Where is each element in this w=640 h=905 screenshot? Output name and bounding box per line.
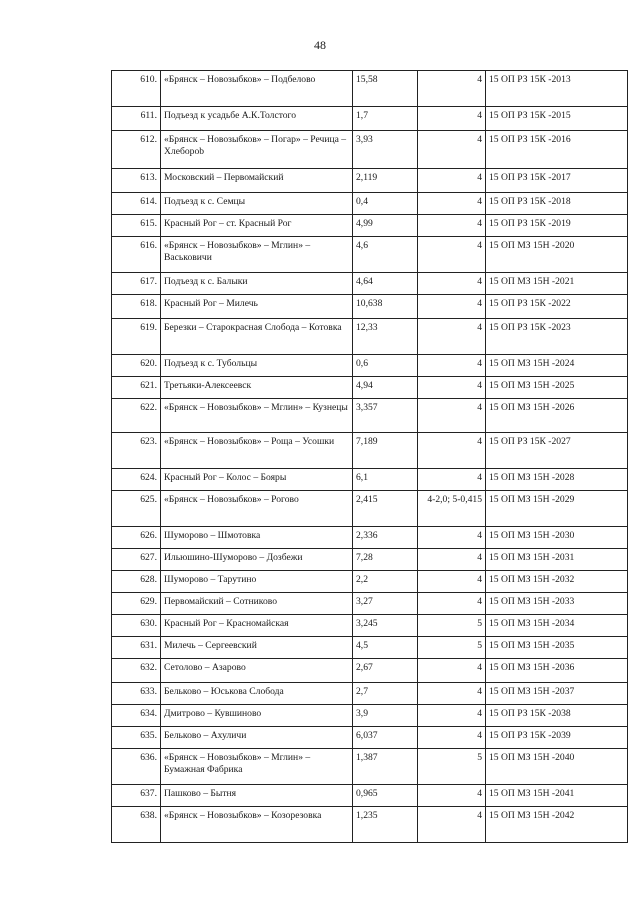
table-row [112,727,628,749]
road-length: 2,2 [353,571,418,593]
road-name [161,433,353,469]
road-name-text: Первомайский – Сотниково [164,596,278,607]
road-length: 2,336 [353,527,418,549]
road-length: 12,33 [353,319,418,355]
road-name [161,491,353,527]
row-number: 610. [112,71,161,107]
road-name [161,527,353,549]
road-name [161,615,353,637]
road-name [161,683,353,705]
table-row [112,527,628,549]
road-length: 3,27 [353,593,418,615]
road-name-text: Шуморово – Шмотовка [164,530,261,541]
road-code: 15 ОП МЗ 15Н -2021 [486,273,628,295]
row-number: 633. [112,683,161,705]
road-code: 15 ОП РЗ 15К -2039 [486,727,628,749]
road-name [161,193,353,215]
row-number: 611. [112,107,161,131]
road-name [161,169,353,193]
road-name [161,749,353,785]
row-number: 618. [112,295,161,319]
road-code: 15 ОП РЗ 15К -2022 [486,295,628,319]
road-code: 15 ОП МЗ 15Н -2042 [486,807,628,843]
table-row [112,71,628,107]
road-name-text: Красный Рог – Милечь [164,298,258,309]
road-name-text: Шуморово – Тарутино [164,574,257,585]
road-category: 4 [418,593,486,615]
road-length: 10,638 [353,295,418,319]
road-name [161,71,353,107]
road-name-text: Подъезд к с. Балыки [164,276,248,287]
row-number: 612. [112,131,161,169]
table-row [112,785,628,807]
road-length: 3,9 [353,705,418,727]
road-name [161,705,353,727]
road-code: 15 ОП МЗ 15Н -2036 [486,659,628,683]
road-name [161,807,353,843]
road-category: 4 [418,377,486,399]
road-name [161,319,353,355]
row-number: 628. [112,571,161,593]
road-name-text: «Брянск – Новозыбков» – Роща – Усошки [164,436,335,447]
road-code: 15 ОП МЗ 15Н -2034 [486,615,628,637]
road-name [161,237,353,273]
row-number: 637. [112,785,161,807]
road-category: 4 [418,785,486,807]
road-name-text: Московский – Первомайский [164,172,284,183]
road-code: 15 ОП МЗ 15Н -2033 [486,593,628,615]
road-category: 4 [418,527,486,549]
road-length: 1,235 [353,807,418,843]
row-number: 635. [112,727,161,749]
road-category: 4 [418,549,486,571]
row-number: 619. [112,319,161,355]
road-code: 15 ОП МЗ 15Н -2020 [486,237,628,273]
road-length: 1,7 [353,107,418,131]
row-number: 616. [112,237,161,273]
row-number: 621. [112,377,161,399]
road-name-text: Красный Рог – Красномайская [164,618,289,629]
table-row [112,807,628,843]
road-category: 4 [418,571,486,593]
road-length: 4,64 [353,273,418,295]
road-name-text: Подъезд к с. Семцы [164,196,246,207]
road-length: 6,1 [353,469,418,491]
road-length: 2,415 [353,491,418,527]
roads-table-body [112,71,628,843]
table-row [112,237,628,273]
road-name-text: Подъезд к усадьбе А.К.Толстого [164,110,297,121]
road-category: 4 [418,683,486,705]
road-code: 15 ОП МЗ 15Н -2040 [486,749,628,785]
table-row [112,399,628,433]
road-name [161,355,353,377]
table-row [112,215,628,237]
road-code: 15 ОП МЗ 15Н -2026 [486,399,628,433]
road-name [161,727,353,749]
road-category: 4 [418,295,486,319]
road-category: 4 [418,71,486,107]
road-length: 3,93 [353,131,418,169]
roads-table [111,70,628,843]
road-name [161,107,353,131]
road-code: 15 ОП РЗ 15К -2018 [486,193,628,215]
road-code: 15 ОП МЗ 15Н -2035 [486,637,628,659]
road-code: 15 ОП РЗ 15К -2013 [486,71,628,107]
road-category: 4 [418,469,486,491]
table-row [112,355,628,377]
road-length: 7,189 [353,433,418,469]
road-category: 5 [418,749,486,785]
road-name [161,295,353,319]
road-length: 6,037 [353,727,418,749]
row-number: 620. [112,355,161,377]
row-number: 613. [112,169,161,193]
road-name-text: «Брянск – Новозыбков» – Мглин» – Васьковичи [164,240,311,263]
road-name-text: Милечь – Сергеевский [164,640,257,651]
road-name-text: Сетолово – Азарово [164,662,246,673]
road-name-text: «Брянск – Новозыбков» – Подбелово [164,74,316,85]
road-name-text: «Брянск – Новозыбков» – Мглин» – Кузнецы [164,402,348,413]
road-category: 4 [418,433,486,469]
road-code: 15 ОП РЗ 15К -2038 [486,705,628,727]
road-name-text: Красный Рог – ст. Красный Рог [164,218,292,229]
road-code: 15 ОП РЗ 15К -2017 [486,169,628,193]
road-length: 3,245 [353,615,418,637]
road-code: 15 ОП РЗ 15К -2019 [486,215,628,237]
road-category: 4 [418,237,486,273]
road-name-text: «Брянск – Новозыбков» – Козорезовка [164,810,322,821]
road-name-text: Дмитрово – Кувшиново [164,708,262,719]
row-number: 615. [112,215,161,237]
table-row [112,107,628,131]
road-name [161,377,353,399]
row-number: 627. [112,549,161,571]
road-category: 4 [418,659,486,683]
road-code: 15 ОП МЗ 15Н -2028 [486,469,628,491]
table-row [112,433,628,469]
road-name [161,399,353,433]
road-category: 4 [418,215,486,237]
road-name-text: Третьяки-Алексеевск [164,380,252,391]
road-category: 4 [418,807,486,843]
road-name-text: «Брянск – Новозыбков» – Мглин» – Бумажная Фабрика [164,752,311,775]
row-number: 630. [112,615,161,637]
table-row [112,637,628,659]
road-category: 4 [418,107,486,131]
road-category: 4 [418,355,486,377]
row-number: 624. [112,469,161,491]
road-category: 4 [418,727,486,749]
road-name [161,549,353,571]
road-code: 15 ОП МЗ 15Н -2032 [486,571,628,593]
table-row [112,295,628,319]
road-length: 0,6 [353,355,418,377]
road-code: 15 ОП МЗ 15Н -2025 [486,377,628,399]
road-length: 2,67 [353,659,418,683]
road-name [161,469,353,491]
road-category: 4-2,0; 5-0,415 [418,491,486,527]
table-row [112,571,628,593]
road-name [161,637,353,659]
table-row [112,273,628,295]
road-category: 4 [418,705,486,727]
road-code: 15 ОП РЗ 15К -2027 [486,433,628,469]
road-length: 4,94 [353,377,418,399]
road-category: 4 [418,273,486,295]
road-code: 15 ОП РЗ 15К -2015 [486,107,628,131]
row-number: 614. [112,193,161,215]
table-row [112,593,628,615]
road-length: 7,28 [353,549,418,571]
road-code: 15 ОП РЗ 15К -2023 [486,319,628,355]
road-length: 15,58 [353,71,418,107]
page-number: 48 [314,38,326,52]
road-code: 15 ОП МЗ 15Н -2030 [486,527,628,549]
road-name [161,571,353,593]
table-row [112,683,628,705]
road-name-text: Пашково – Бытня [164,788,237,799]
row-number: 632. [112,659,161,683]
road-name [161,215,353,237]
table-row [112,491,628,527]
table-row [112,319,628,355]
road-name-text: Ильюшино-Шуморово – Дозбежи [164,552,303,563]
row-number: 617. [112,273,161,295]
road-code: 15 ОП МЗ 15Н -2041 [486,785,628,807]
road-length: 2,7 [353,683,418,705]
road-name [161,659,353,683]
road-length: 3,357 [353,399,418,433]
row-number: 623. [112,433,161,469]
road-category: 4 [418,131,486,169]
road-name-text: «Брянск – Новозыбков» – Погар» – Речица – Хлеборob [164,134,347,157]
row-number: 634. [112,705,161,727]
table-row [112,193,628,215]
road-name-text: Красный Рог – Колос – Бояры [164,472,287,483]
road-length: 0,965 [353,785,418,807]
row-number: 622. [112,399,161,433]
road-name [161,131,353,169]
row-number: 638. [112,807,161,843]
road-name [161,273,353,295]
road-length: 0,4 [353,193,418,215]
road-name-text: Подъезд к с. Тубольцы [164,358,258,369]
table-row [112,469,628,491]
table-row [112,549,628,571]
table-row [112,659,628,683]
road-length: 4,99 [353,215,418,237]
road-category: 4 [418,169,486,193]
road-category: 4 [418,193,486,215]
row-number: 629. [112,593,161,615]
road-category: 5 [418,637,486,659]
row-number: 636. [112,749,161,785]
table-row [112,749,628,785]
road-code: 15 ОП МЗ 15Н -2031 [486,549,628,571]
row-number: 631. [112,637,161,659]
road-code: 15 ОП МЗ 15Н -2024 [486,355,628,377]
road-name-text: Бельково – Ахуличи [164,730,247,741]
row-number: 625. [112,491,161,527]
road-length: 1,387 [353,749,418,785]
road-category: 4 [418,399,486,433]
road-code: 15 ОП РЗ 15К -2016 [486,131,628,169]
road-name-text: «Брянск – Новозыбков» – Рогово [164,494,299,505]
table-row [112,377,628,399]
row-number: 626. [112,527,161,549]
road-length: 2,119 [353,169,418,193]
road-name-text: Березки – Старокрасная Слобода – Котовка [164,322,342,333]
road-category: 4 [418,319,486,355]
table-row [112,615,628,637]
road-code: 15 ОП МЗ 15Н -2037 [486,683,628,705]
road-name-text: Бельково – Юськова Слобода [164,686,284,697]
table-row [112,705,628,727]
road-name [161,785,353,807]
table-row [112,169,628,193]
road-length: 4,6 [353,237,418,273]
road-code: 15 ОП МЗ 15Н -2029 [486,491,628,527]
road-name [161,593,353,615]
road-category: 5 [418,615,486,637]
table-row [112,131,628,169]
road-length: 4,5 [353,637,418,659]
